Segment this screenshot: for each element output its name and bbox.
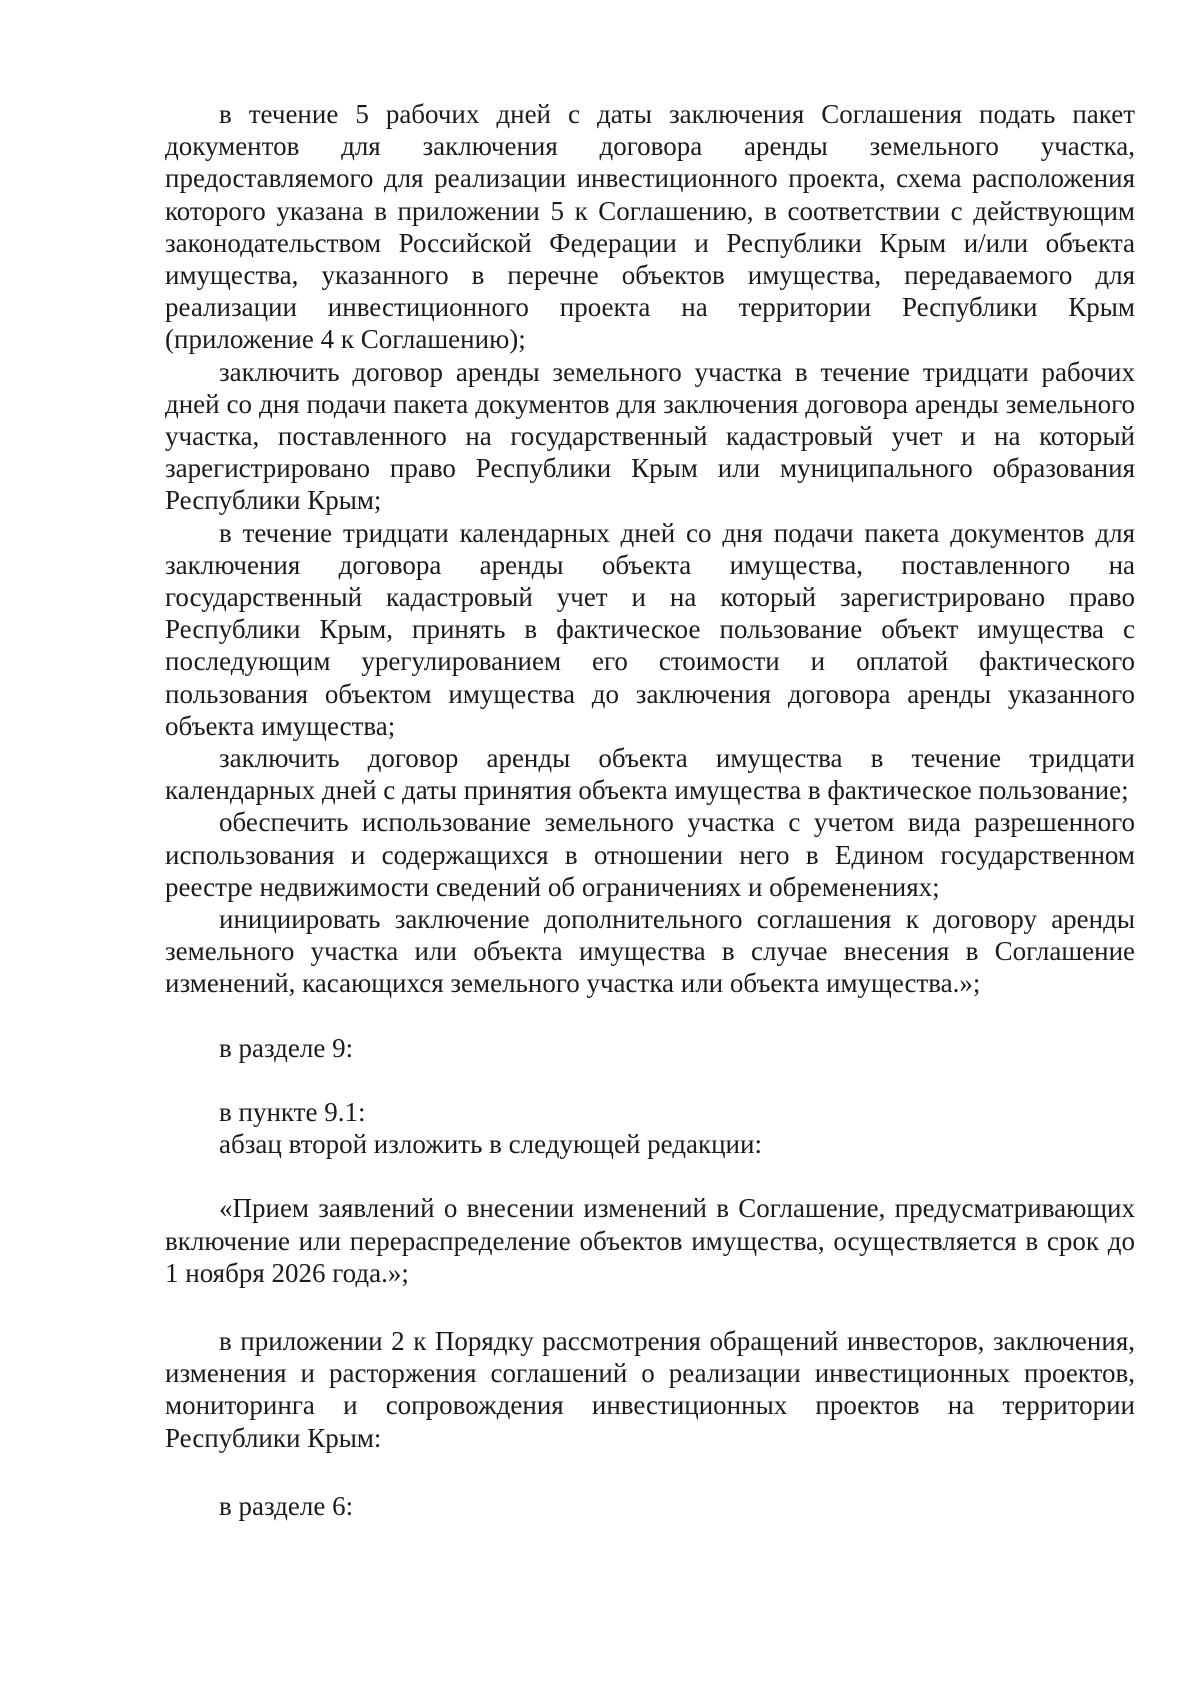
paragraph-land-lease: заключить договор аренды земельного участка в течение тридцати рабочих дней со дня подачи пакета документов для заключения договора аренды земельного участка, поставленного на государственный кадастровый учет и на который зарегистрировано право Республики Крым или муниципального образования Республики Крым; bbox=[165, 356, 1135, 516]
spacer bbox=[165, 1289, 1135, 1325]
paragraph-property-lease: заключить договор аренды объекта имущества в течение тридцати календарных дней с даты принятия объекта имущества в фактическое пользование; bbox=[165, 743, 1135, 806]
document-body bbox=[165, 98, 1135, 1522]
paragraph-section-9: в разделе 9: bbox=[219, 1032, 354, 1063]
spacer bbox=[165, 1160, 1135, 1192]
paragraph-second-abstract: абзац второй изложить в следующей редакции: bbox=[219, 1129, 762, 1160]
spacer bbox=[165, 1064, 1135, 1096]
paragraph-land-use: обеспечить использование земельного участка с учетом вида разрешенного использования и содержащихся в отношении него в Едином государственном реестре недвижимости сведений об ограничениях и обременениях; bbox=[165, 807, 1135, 902]
spacer bbox=[165, 1000, 1135, 1032]
paragraph-property-use: в течение тридцати календарных дней со дня подачи пакета документов для заключения договора аренды объекта имущества, поставленного на государственный кадастровый учет и на который зарегистрировано право Республики Крым, принять в фактическое пользование объект имущества с последующим урегулированием его стоимости и оплатой фактического пользования объектом имущества до заключения договора аренды указанного объекта имущества; bbox=[165, 517, 1135, 741]
spacer bbox=[165, 1454, 1135, 1490]
paragraph-additional-agreement: инициировать заключение дополнительного соглашения к договору аренды земельного участка или объекта имущества в случае внесения в Соглашение изменений, касающихся земельного участка или объекта имущества.»; bbox=[165, 904, 1135, 999]
paragraph-appendix-2: в приложении 2 к Порядку рассмотрения обращений инвесторов, заключения, изменения и расторжения соглашений о реализации инвестиционных проектов, мониторинга и сопровождения инвестиционных проектов на территории Республики Крым: bbox=[165, 1325, 1135, 1453]
paragraph-applications-deadline: «Прием заявлений о внесении изменений в Соглашение, предусматривающих включение или перераспределение объектов имущества, осуществляется в срок до 1 ноября 2026 года.»; bbox=[165, 1193, 1135, 1288]
paragraph-section-6: в разделе 6: bbox=[219, 1490, 354, 1521]
paragraph-submit-documents: в течение 5 рабочих дней с даты заключения Соглашения подать пакет документов для заключения договора аренды земельного участка, предоставляемого для реализации инвестиционного проекта, схема расположения которого указана в приложении 5 к Соглашению, в соответствии с действующим законодательством Российской Федерации и Республики Крым и/или объекта имущества, указанного в перечне объектов имущества, передаваемого для реализации инвестиционного проекта на территории Республики Крым (приложение 4 к Соглашению); bbox=[165, 99, 1135, 355]
paragraph-clause-9-1: в пункте 9.1: bbox=[219, 1096, 366, 1127]
